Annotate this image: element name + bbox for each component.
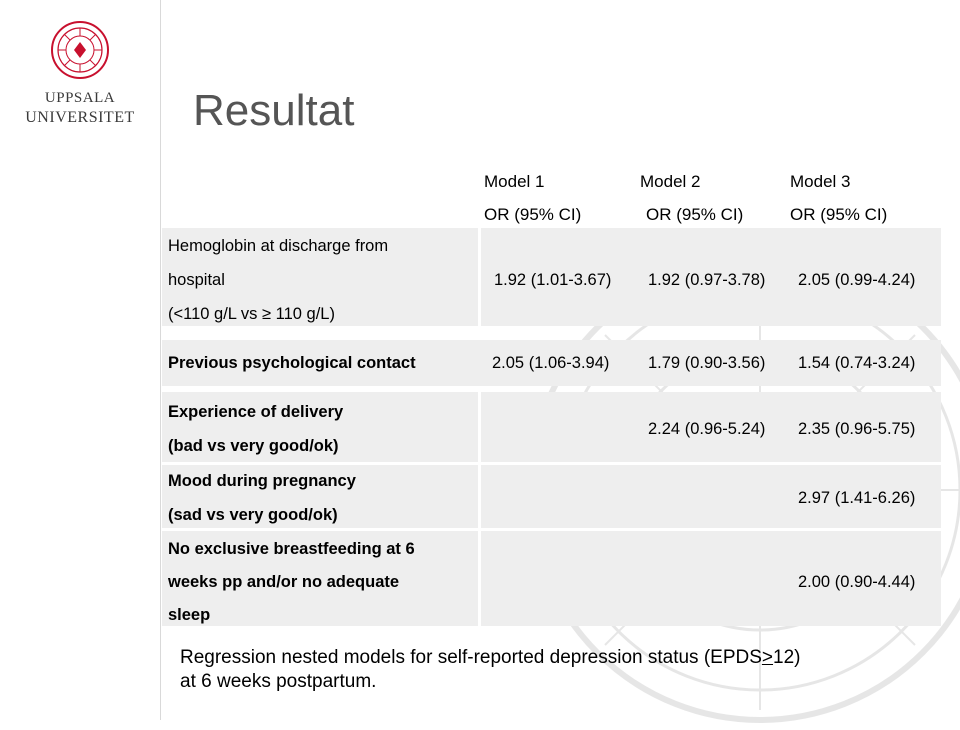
column-subheader-or2: OR (95% CI) bbox=[646, 205, 744, 224]
row2-model2-value: 1.79 (0.90-3.56) bbox=[648, 354, 766, 372]
row-divider-4 bbox=[162, 528, 941, 531]
logo-text-line1: UPPSALA bbox=[44, 90, 116, 106]
column-header-model1: Model 1 bbox=[484, 172, 545, 191]
row5-label-line1: No exclusive breastfeeding at 6 bbox=[168, 540, 415, 558]
row4-label-line2: (sad vs very good/ok) bbox=[168, 506, 338, 524]
row-divider-3 bbox=[162, 462, 941, 465]
logo-text-line2: UNIVERSITET bbox=[25, 109, 135, 126]
row1-model3-value: 2.05 (0.99-4.24) bbox=[798, 271, 916, 289]
footnote-line1-gte: > bbox=[761, 647, 774, 668]
row3-label-line1: Experience of delivery bbox=[168, 403, 344, 421]
row2-model1-value: 2.05 (1.06-3.94) bbox=[492, 354, 610, 372]
footnote-line2: at 6 weeks postpartum. bbox=[180, 671, 377, 692]
row4-label-line1: Mood during pregnancy bbox=[168, 472, 356, 490]
row1-model1-value: 1.92 (1.01-3.67) bbox=[494, 271, 612, 289]
column-header-model3: Model 3 bbox=[790, 172, 851, 191]
column-header-model2: Model 2 bbox=[640, 172, 701, 191]
column-subheader-or1: OR (95% CI) bbox=[484, 205, 582, 224]
row1-model2-value: 1.92 (0.97-3.78) bbox=[648, 271, 766, 289]
row5-label-line3: sleep bbox=[168, 606, 211, 624]
row5-label-line2: weeks pp and/or no adequate bbox=[168, 573, 400, 591]
university-logo bbox=[22, 20, 138, 138]
slide-title: Resultat bbox=[193, 86, 355, 135]
row1-label-line1: Hemoglobin at discharge from bbox=[168, 237, 389, 255]
row5-model3-value: 2.00 (0.90-4.44) bbox=[798, 573, 916, 591]
row4-model3-value: 2.97 (1.41-6.26) bbox=[798, 489, 916, 507]
row1-label-line3: (<110 g/L vs ≥ 110 g/L) bbox=[168, 305, 335, 323]
table-footnote bbox=[180, 646, 800, 694]
row3-model3-value: 2.35 (0.96-5.75) bbox=[798, 420, 916, 438]
row3-label-line2: (bad vs very good/ok) bbox=[168, 437, 339, 455]
column-subheader-or3: OR (95% CI) bbox=[790, 205, 888, 224]
row2-model3-value: 1.54 (0.74-3.24) bbox=[798, 354, 916, 372]
row3-model2-value: 2.24 (0.96-5.24) bbox=[648, 420, 766, 438]
row2-label: Previous psychological contact bbox=[168, 354, 416, 372]
university-seal-icon bbox=[50, 20, 110, 80]
footnote-line1-post: 12) bbox=[773, 647, 801, 668]
footnote-line1-pre: Regression nested models for self-reported depression status (EPDS bbox=[180, 647, 762, 668]
row1-label-line2: hospital bbox=[168, 271, 225, 289]
